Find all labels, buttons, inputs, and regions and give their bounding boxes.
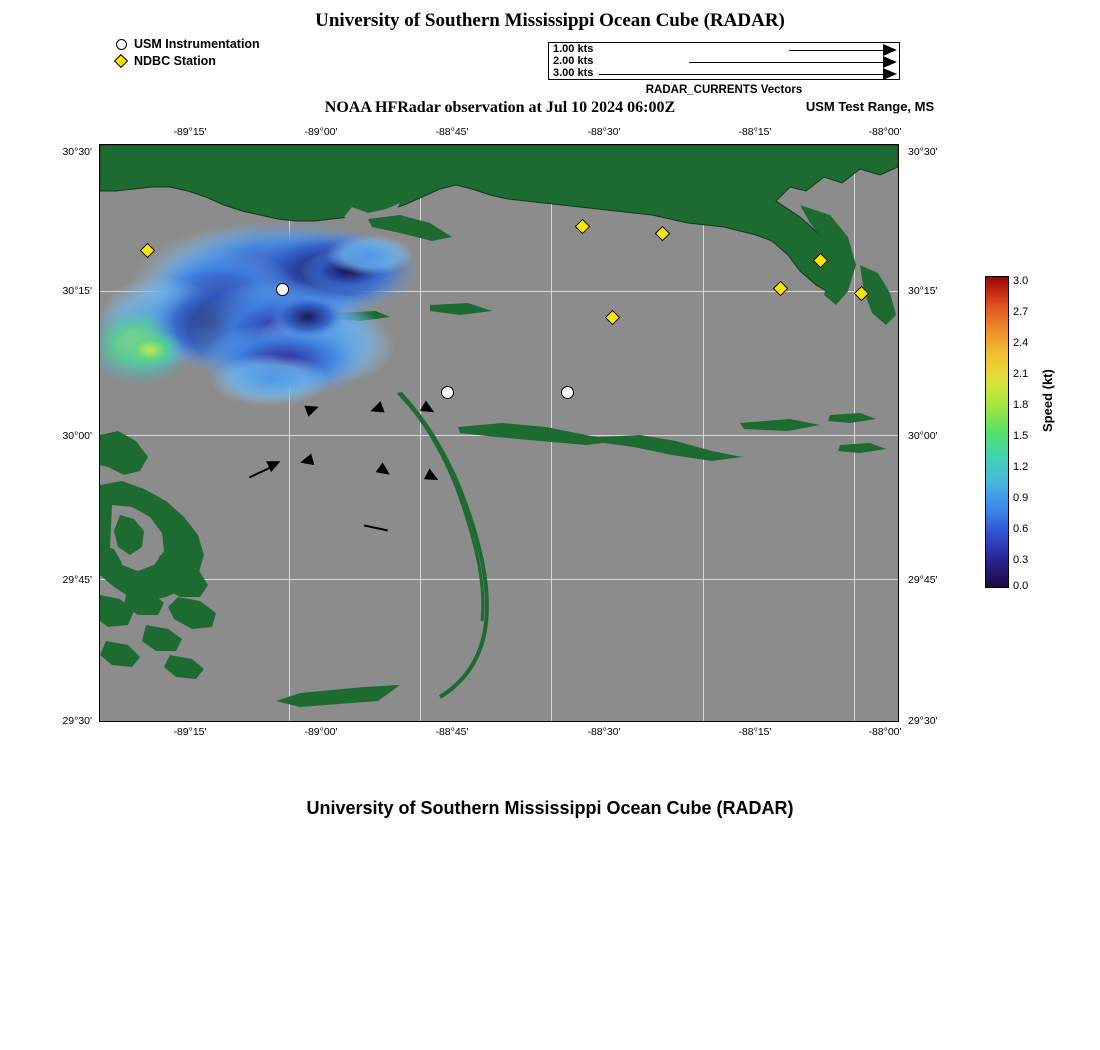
vector-key-label-1: 1.00 kts (553, 43, 594, 55)
colorbar-tick-10: 0.0 (1013, 580, 1029, 592)
legend-item-ndbc (112, 53, 260, 69)
lat-tick-right-4: 29°30' (908, 715, 938, 727)
colorbar-tick-5: 1.5 (1013, 430, 1029, 442)
legend-item-usm-label: USM Instrumentation (134, 37, 260, 51)
lat-tick-right-2: 30°00' (908, 430, 938, 442)
colorbar-tick-4: 1.8 (1013, 399, 1029, 411)
observation-title: NOAA HFRadar observation at Jul 10 2024 06:00Z (324, 99, 676, 116)
colorbar-title: Speed (kt) (1040, 369, 1055, 432)
lon-tick-bottom-4: -88°15' (738, 726, 772, 738)
lat-tick-left-0: 30°30' (62, 146, 92, 158)
vector-key-caption: RADAR_CURRENTS Vectors (645, 84, 803, 96)
legend-item-usm (112, 36, 260, 52)
vector-scale-key (548, 42, 900, 80)
lon-tick-bottom-2: -88°45' (435, 726, 469, 738)
lon-tick-bottom-1: -89°00' (304, 726, 338, 738)
lon-tick-top-5: -88°00' (868, 126, 902, 138)
radar-speed-field (100, 145, 898, 721)
lon-tick-bottom-5: -88°00' (868, 726, 902, 738)
circle-icon (112, 39, 130, 50)
speed-colorbar (985, 276, 1009, 588)
colorbar-tick-9: 0.3 (1013, 554, 1029, 566)
vector-key-label-3: 3.00 kts (553, 67, 594, 79)
usm-station-marker[interactable] (276, 283, 289, 296)
usm-station-marker[interactable] (561, 386, 574, 399)
vector-key-label-2: 2.00 kts (553, 55, 594, 67)
map-canvas[interactable] (99, 144, 899, 722)
lon-tick-top-1: -89°00' (304, 126, 338, 138)
footer-title: University of Southern Mississippi Ocean Cube (RADAR) (306, 798, 794, 818)
lat-tick-right-1: 30°15' (908, 285, 938, 297)
colorbar-tick-0: 3.0 (1013, 275, 1029, 287)
colorbar-tick-2: 2.4 (1013, 337, 1029, 349)
colorbar-tick-6: 1.2 (1013, 461, 1029, 473)
colorbar-tick-7: 0.9 (1013, 492, 1029, 504)
lon-tick-top-0: -89°15' (173, 126, 207, 138)
vector-key-row-3 (549, 68, 901, 80)
colorbar-tick-8: 0.6 (1013, 523, 1029, 535)
legend-item-ndbc-label: NDBC Station (134, 54, 216, 68)
lat-tick-right-3: 29°45' (908, 574, 938, 586)
lat-tick-left-4: 29°30' (62, 715, 92, 727)
page-title: University of Southern Mississippi Ocean Cube (RADAR) (315, 10, 785, 31)
lat-tick-left-2: 30°00' (62, 430, 92, 442)
lat-tick-right-0: 30°30' (908, 146, 938, 158)
colorbar-tick-3: 2.1 (1013, 368, 1029, 380)
range-label: USM Test Range, MS (805, 99, 935, 114)
lat-tick-left-1: 30°15' (62, 285, 92, 297)
lon-tick-top-4: -88°15' (738, 126, 772, 138)
colorbar-tick-1: 2.7 (1013, 306, 1029, 318)
lon-tick-bottom-0: -89°15' (173, 726, 207, 738)
lon-tick-top-3: -88°30' (587, 126, 621, 138)
vector-key-row-1 (549, 44, 901, 56)
lat-tick-left-3: 29°45' (62, 574, 92, 586)
diamond-icon (112, 56, 130, 66)
lon-tick-bottom-3: -88°30' (587, 726, 621, 738)
map-legend (112, 36, 260, 70)
vector-key-row-2 (549, 56, 901, 68)
usm-station-marker[interactable] (441, 386, 454, 399)
lon-tick-top-2: -88°45' (435, 126, 469, 138)
